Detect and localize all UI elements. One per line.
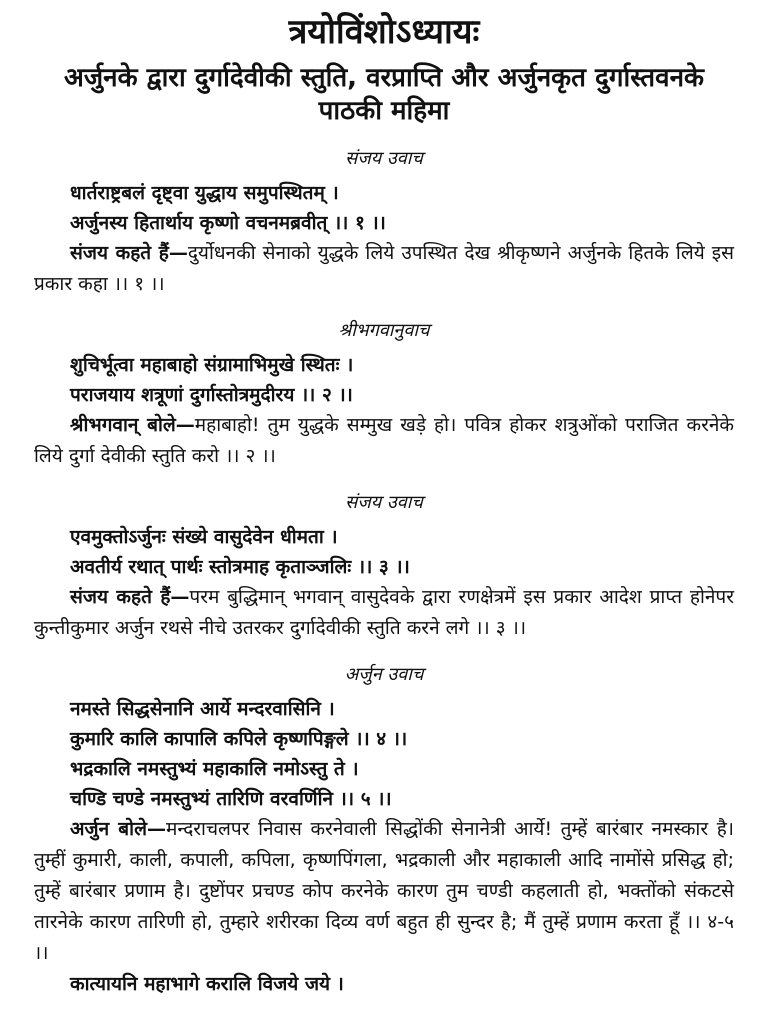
verse-line: चण्डि चण्डे नमस्तुभ्यं तारिणि वरवर्णिनि ।। ५ ।।	[70, 788, 392, 810]
section-4	[34, 662, 734, 969]
translation-speaker: संजय कहते हैं—	[70, 586, 190, 608]
verse-line: अवतीर्य रथात् पार्थः स्तोत्रमाह कृताञ्जलिः ।। ३ ।।	[70, 556, 410, 578]
chapter-subtitle: अर्जुनके द्वारा दुर्गादेवीकी स्तुति, वरप्राप्ति और अर्जुनकृत दुर्गास्तवनके पाठकी महिमा	[64, 63, 704, 126]
verse-line: पराजयाय शत्रूणां दुर्गास्तोत्रमुदीरय ।। २ ।।	[70, 384, 353, 406]
section-2	[34, 318, 734, 472]
verse-line: धार्तराष्ट्रबलं दृष्ट्वा युद्धाय समुपस्थितम् ।	[70, 182, 339, 204]
translation	[34, 582, 734, 644]
verse-line: कात्यायनि महाभागे करालि विजये जये ।	[70, 973, 344, 995]
translation-text: परम बुद्धिमान् भगवान् वासुदेवके द्वारा रणक्षेत्रमें इस प्रकार आदेश प्राप्त होनेपर कुन्तीकुमार अर्जुन रथसे नीचे उतरकर दुर्गादेवीकी स्तुति करने लगे ।। ३ ।।	[34, 586, 734, 639]
translation-speaker: श्रीभगवान् बोले—	[70, 414, 195, 436]
speaker-heading: श्रीभगवानुवाच	[338, 320, 430, 341]
speaker-heading: संजय उवाच	[345, 492, 423, 513]
verse-line: शुचिर्भूत्वा महाबाहो संग्रामाभिमुखे स्थितः ।	[70, 354, 354, 376]
verse-line: नमस्ते सिद्धसेनानि आर्ये मन्दरवासिनि ।	[70, 698, 335, 720]
verse-line: कुमारि कालि कापालि कपिले कृष्णपिङ्गले ।। ४ ।।	[70, 728, 408, 750]
translation	[34, 814, 734, 969]
translation-speaker: संजय कहते हैं—	[70, 242, 188, 264]
translation	[34, 410, 734, 472]
chapter-title: त्रयोविंशोऽध्यायः	[288, 12, 480, 52]
translation-speaker: अर्जुन बोले—	[70, 818, 166, 840]
section-3	[34, 490, 734, 644]
translation-text: मन्दराचलपर निवास करनेवाली सिद्धोंकी सेनानेत्री आर्ये! तुम्हें बारंबार नमस्कार है। तुम्हीं कुमारी, काली, कपाली, कपिला, कृष्णपिंगला, भद्रकाली और महाकाली आदि नामोंसे प्रसिद्ध हो; तुम्हें बारंबार प्रणाम है। दुष्टोंपर प्रचण्ड कोप करनेके कारण तुम चण्डी कहलाती हो, भक्तोंको संकटसे तारनेके कारण तारिणी हो, तुम्हारे शरीरका दिव्य वर्ण बहुत ही सुन्दर है; मैं तुम्हें प्रणाम करता हूँ ।। ४-५ ।।	[34, 818, 734, 964]
translation-text: दुर्योधनकी सेनाको युद्धके लिये उपस्थित देख श्रीकृष्णने अर्जुनके हितके लिये इस प्रकार कहा ।। १ ।।	[34, 242, 734, 295]
page	[0, 10, 768, 1034]
speaker-heading: संजय उवाच	[345, 148, 423, 169]
verse-line: एवमुक्तोऽर्जुनः संख्ये वासुदेवेन धीमता ।	[70, 526, 338, 548]
translation-text: महाबाहो! तुम युद्धके सम्मुख खड़े हो। पवित्र होकर शत्रुओंको पराजित करनेके लिये दुर्गा देवीकी स्तुति करो ।। २ ।।	[34, 414, 734, 467]
speaker-heading: अर्जुन उवाच	[344, 664, 424, 685]
section-1	[34, 146, 734, 300]
translation	[34, 238, 734, 300]
verse-line: अर्जुनस्य हितार्थाय कृष्णो वचनमब्रवीत् ।। १ ।।	[70, 212, 386, 234]
verse-line: भद्रकालि नमस्तुभ्यं महाकालि नमोऽस्तु ते ।	[70, 758, 359, 780]
